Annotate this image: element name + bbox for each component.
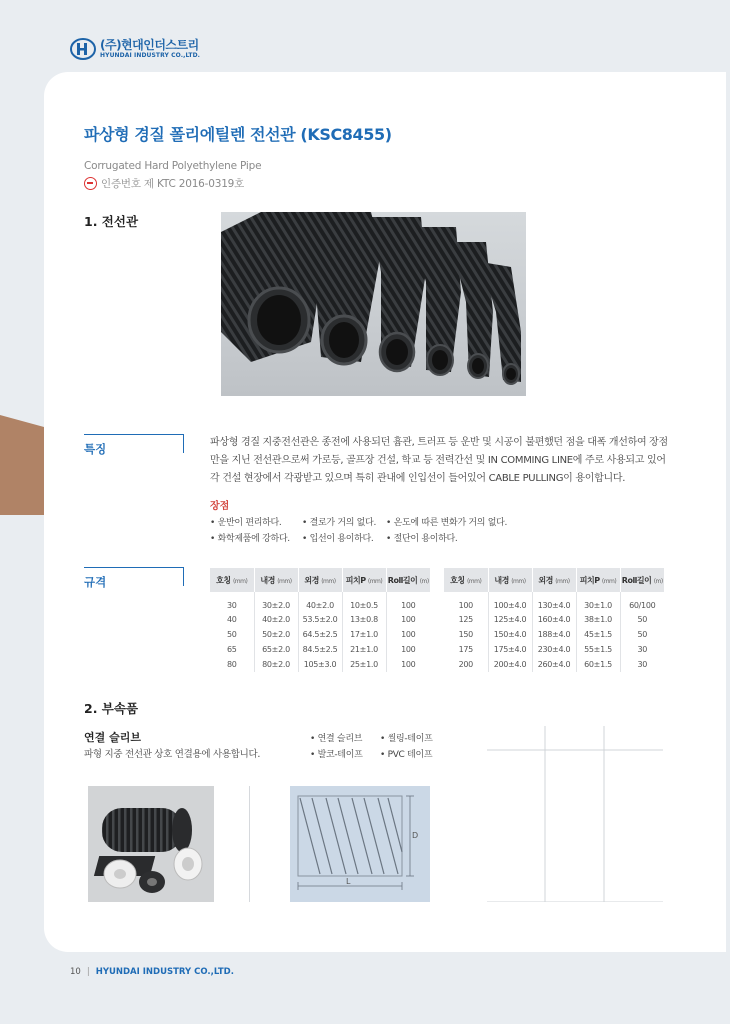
table-cell: 40±2.0 — [254, 612, 298, 627]
table-cell: 13±0.8 — [342, 612, 386, 627]
features-label — [84, 434, 184, 454]
empty-image-frame — [487, 726, 663, 902]
table-cell: 21±1.0 — [342, 642, 386, 657]
features-label-text: 특징 — [84, 442, 107, 456]
sleeve-description: 파형 지중 전선관 상호 연결용에 사용합니다. — [84, 749, 261, 760]
table-cell: 80±2.0 — [254, 657, 298, 672]
col-header-roll-length: Roll길이 (m) — [620, 568, 664, 592]
page-title: 파상형 경질 폴리에틸렌 전선관 (KSC8455) — [84, 125, 392, 144]
page-subtitle: Corrugated Hard Polyethylene Pipe — [84, 160, 262, 172]
footer-company: HYUNDAI INDUSTRY CO.,LTD. — [95, 967, 234, 977]
diagram-label-diameter: D — [412, 831, 419, 840]
table-cell: 30±2.0 — [254, 592, 298, 612]
table-cell: 160±4.0 — [532, 612, 576, 627]
certification-text: 인증번호 제 KTC 2016-0319호 — [101, 178, 245, 190]
table-cell: 55±1.5 — [576, 642, 620, 657]
table-cell: 130±4.0 — [532, 592, 576, 612]
table-cell: 10±0.5 — [342, 592, 386, 612]
advantages-heading: 장점 — [210, 501, 230, 512]
table-cell: 60±1.5 — [576, 657, 620, 672]
col-header-outer-dia: 외경 (mm) — [298, 568, 342, 592]
table-cell: 84.5±2.5 — [298, 642, 342, 657]
table-cell: 30 — [620, 657, 664, 672]
spec-table-1 — [210, 568, 430, 672]
table-cell: 188±4.0 — [532, 627, 576, 642]
table-cell: 100 — [458, 600, 473, 610]
side-tab-decoration — [0, 415, 44, 515]
table-row — [210, 612, 430, 627]
col-header-size: 호칭 (mm) — [444, 568, 488, 592]
company-name-ko: (주)현대인더스트리 — [100, 38, 199, 52]
table-cell: 175 — [458, 645, 473, 654]
table-cell: 200±4.0 — [488, 657, 532, 672]
table-cell: 53.5±2.0 — [298, 612, 342, 627]
table-cell: 38±1.0 — [576, 612, 620, 627]
diagram-label-length: L — [346, 877, 351, 886]
table-cell: 50 — [620, 612, 664, 627]
table-cell: 45±1.5 — [576, 627, 620, 642]
company-logo — [70, 38, 200, 60]
table-cell: 150±4.0 — [488, 627, 532, 642]
table-row — [444, 657, 664, 672]
spec-label-text: 규격 — [84, 575, 107, 589]
table-cell: 105±3.0 — [298, 657, 342, 672]
sleeve-heading: 연결 슬리브 — [84, 731, 141, 744]
table-cell: 50 — [620, 627, 664, 642]
table-cell: 25±1.0 — [342, 657, 386, 672]
company-name-en: HYUNDAI INDUSTRY CO.,LTD. — [100, 52, 201, 59]
table-row — [444, 627, 664, 642]
table-cell: 100 — [386, 627, 430, 642]
accessory-list-item: • 발코-테이프 — [310, 750, 363, 760]
sleeve-product-photo — [88, 786, 214, 902]
page-footer — [70, 967, 234, 977]
logo-mark-icon — [70, 38, 96, 60]
table-cell: 100±4.0 — [488, 592, 532, 612]
table-cell: 17±1.0 — [342, 627, 386, 642]
accessory-list-item: • 연결 슬리브 — [310, 734, 363, 744]
advantage-item: • 입선이 용이하다. — [302, 534, 374, 544]
advantage-item: • 화학제품에 강하다. — [210, 534, 290, 544]
table-cell: 100 — [386, 612, 430, 627]
table-row — [210, 592, 430, 612]
table-cell: 50±2.0 — [254, 627, 298, 642]
table-header-row — [444, 568, 664, 592]
accessory-list-item: • 씰링-테이프 — [380, 734, 433, 744]
page-number: 10 — [70, 967, 81, 977]
table-cell: 125 — [458, 615, 473, 624]
table-cell: 230±4.0 — [532, 642, 576, 657]
advantage-item: • 절단이 용이하다. — [386, 534, 458, 544]
certification-line — [84, 176, 244, 191]
table-cell: 100 — [386, 592, 430, 612]
table-cell: 65 — [226, 645, 237, 654]
spec-table-2 — [444, 568, 664, 672]
table-cell: 200 — [458, 660, 473, 669]
accessory-list-item: • PVC 테이프 — [380, 750, 433, 760]
advantage-item: • 결로가 거의 없다. — [302, 518, 377, 528]
col-header-inner-dia: 내경 (mm) — [254, 568, 298, 592]
table-cell: 60/100 — [620, 592, 664, 612]
col-header-pitch: 피치P (mm) — [576, 568, 620, 592]
sleeve-dimension-diagram — [290, 786, 430, 902]
advantages-row-2 — [210, 531, 457, 544]
footer-separator: | — [86, 967, 90, 977]
table-cell: 40±2.0 — [298, 592, 342, 612]
table-cell: 40 — [226, 615, 237, 624]
table-cell: 50 — [226, 630, 237, 639]
table-header-row — [210, 568, 430, 592]
section-heading-accessories: 2. 부속품 — [84, 701, 139, 716]
table-cell: 64.5±2.5 — [298, 627, 342, 642]
spec-label — [84, 567, 184, 587]
certification-mark-icon — [84, 177, 97, 190]
advantage-item: • 온도에 따른 변화가 거의 없다. — [386, 518, 508, 528]
col-header-inner-dia: 내경 (mm) — [488, 568, 532, 592]
col-header-pitch: 피치P (mm) — [342, 568, 386, 592]
col-header-outer-dia: 외경 (mm) — [532, 568, 576, 592]
table-cell: 100 — [386, 642, 430, 657]
table-row — [210, 657, 430, 672]
advantages-row-1 — [210, 515, 507, 528]
col-header-roll-length: Roll길이 (m) — [386, 568, 430, 592]
section-heading-pipe: 1. 전선관 — [84, 214, 139, 229]
table-cell: 30±1.0 — [576, 592, 620, 612]
table-cell: 125±4.0 — [488, 612, 532, 627]
table-cell: 30 — [226, 600, 237, 610]
advantage-item: • 운반이 편리하다. — [210, 518, 282, 528]
table-cell: 175±4.0 — [488, 642, 532, 657]
table-cell: 150 — [458, 630, 473, 639]
table-row — [444, 592, 664, 612]
divider — [249, 786, 250, 902]
table-cell: 80 — [226, 660, 237, 669]
table-cell: 30 — [620, 642, 664, 657]
product-photo — [221, 212, 526, 396]
table-row — [210, 627, 430, 642]
table-row — [210, 642, 430, 657]
table-cell: 100 — [386, 657, 430, 672]
col-header-size: 호칭 (mm) — [210, 568, 254, 592]
features-description: 파상형 경질 지중전선관은 종전에 사용되던 흄관, 트러프 등 운반 및 시공이 불편했던 점을 대폭 개선하여 장점만을 지닌 전선관으로써 가로등, 골프장 건설, 학교 등 전력간선 및 IN COMMING LINE에 주로 사용되고 있어 각 건설 현장에서 각광받고 있으며 특히 관내에 인입선이 들어있어 CABLE PULLING이 용이합니다. — [210, 437, 668, 484]
table-cell: 65±2.0 — [254, 642, 298, 657]
table-row — [444, 642, 664, 657]
table-cell: 260±4.0 — [532, 657, 576, 672]
table-row — [444, 612, 664, 627]
